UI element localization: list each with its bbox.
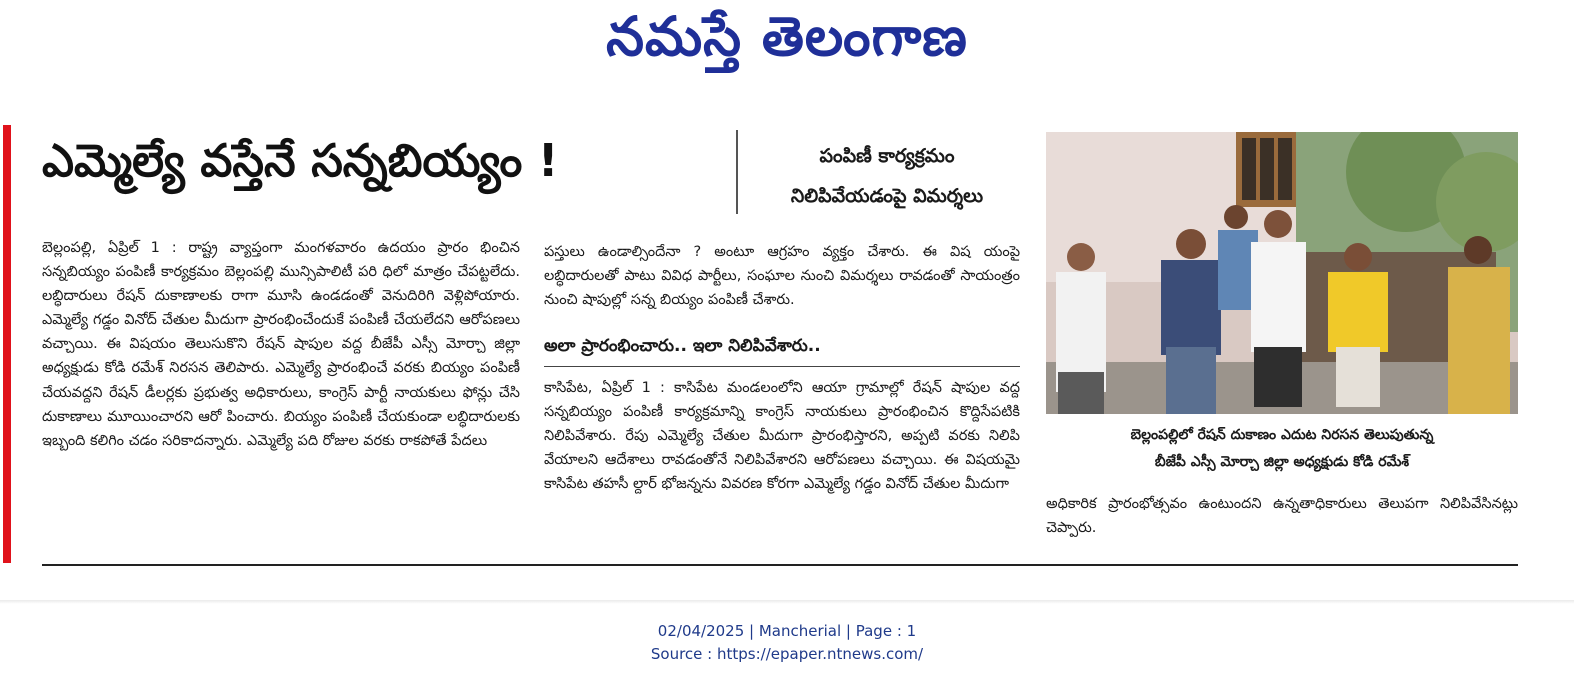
caption-line-2: బీజేపీ ఎస్సీ మోర్చా జిల్లా అధ్యక్షుడు కోడి రమేశ్ <box>1154 454 1410 470</box>
caption-line-1: బెల్లంపల్లిలో రేషన్ దుకాణం ఎదుట నిరసన తెలుపుతున్న <box>1130 427 1434 443</box>
article-column-1: బెల్లంపల్లి, ఏప్రిల్ 1 : రాష్ట్ర వ్యాప్తంగా మంగళవారం ఉదయం ప్రారం భించిన సన్నబియ్యం పంపిణీ కార్యక్రమం బెల్లంపల్లి మున్సిపాలిటీ పరి ధిలో మాత్రం చేపట్టలేదు. లబ్ధిదారులు రేషన్ దుకాణాలకు రాగా మూసి ఉండడంతో వెనుదిరిగి వెళ్లిపోయారు. ఎమ్మెల్యే గడ్డం వినోద్ చేతుల మీదుగా ప్రారంభించేందుకే పంపిణీ చేయలేదని ఆరోపణలు వచ్చాయి. ఈ విషయం తెలుసుకొని రేషన్ షాపుల వద్ద బీజేపీ ఎస్సీ మోర్చా జిల్లా అధ్యక్షుడు కోడి రమేశ్ నిరసన తెలిపారు. ఎమ్మెల్యే ప్రారంభించే వరకు బియ్యం పంపిణీ చేయవద్దని రేషన్ డీలర్లకు ప్రభుత్వ అధికారులు, కాంగ్రెస్ పార్టీ నాయకులు ఫోన్లు చేసి దుకాణాలు మూయించారని ఆరో పించారు. బియ్యం పంపిణీ చేయకుండా లబ్ధిదారులకు ఇబ్బంది కలిగిం చడం సరికాదన్నారు. ఎమ్మెల్యే పది రోజుల వరకు రాకపోతే పేదలు <box>42 240 520 449</box>
article-column-3: అధికారిక ప్రారంభోత్సవం ఉంటుందని ఉన్నతాధికారులు తెలుపగా నిలిపివేసినట్లు చెప్పారు. <box>1046 496 1518 537</box>
footer-date-edition: 02/04/2025 | Mancherial | Page : 1 <box>657 622 917 640</box>
deck-line-1: పంపిణీ కార్యక్రమం <box>819 145 955 167</box>
masthead-title: నమస్తే తెలంగాణ <box>606 4 968 68</box>
article-column-2b: కాసిపేట, ఏప్రిల్ 1 : కాసిపేట మండలంలోని ఆయా గ్రామాల్లో రేషన్ షాపుల వద్ద సన్నబియ్యం పంపిణీ కార్యక్రమాన్ని కాంగ్రెస్ నాయకులు ప్రారంభించిన కొద్దిసేపటికి నిలిపివేశారు. రేపు ఎమ్మెల్యే చేతుల మీదుగా ప్రారంభిస్తారని, అప్పటి వరకు నిలిపి వేయాలని ఆదేశాలు రావడంతోనే నిలిపివేశారని ఆరోపణలు వచ్చాయి. ఈ విషయమై కాసిపేట తహసీ ల్దార్ భోజన్నను వివరణ కోరగా ఎమ్మెల్యే గడ్డం వినోద్ చేతుల మీదుగా <box>544 380 1020 493</box>
footer-source-link[interactable]: Source : https://epaper.ntnews.com/ <box>650 645 924 663</box>
article-accent-rule <box>3 125 11 563</box>
article-headline: ఎమ్మెల్యే వస్తేనే సన్నబియ్యం ! <box>42 134 559 187</box>
article-deck <box>752 136 1022 216</box>
deck-line-2: నిలిపివేయడంపై విమర్శలు <box>790 185 984 207</box>
article-bottom-rule <box>42 564 1518 566</box>
news-photo-image <box>1046 132 1518 414</box>
headline-separator <box>736 130 738 214</box>
source-footer <box>0 620 1574 666</box>
article-column-2: పస్తులు ఉండాల్సిందేనా ? అంటూ ఆగ్రహం వ్యక్తం చేశారు. ఈ విష యంపై లబ్ధిదారులతో పాటు వివిధ పార్టీలు, సంఘాల నుంచి విమర్శలు రావడంతో సాయంత్రం నుంచి షాపుల్లో సన్న బియ్యం పంపిణీ చేశారు. <box>544 244 1020 309</box>
news-photo <box>1046 132 1518 414</box>
photo-caption <box>1046 422 1518 476</box>
subhead-rule <box>544 366 1020 367</box>
clip-edge-shadow <box>0 600 1574 604</box>
article-subhead: అలా ప్రారంభించారు.. ఇలా నిలిపివేశారు.. <box>544 336 821 356</box>
